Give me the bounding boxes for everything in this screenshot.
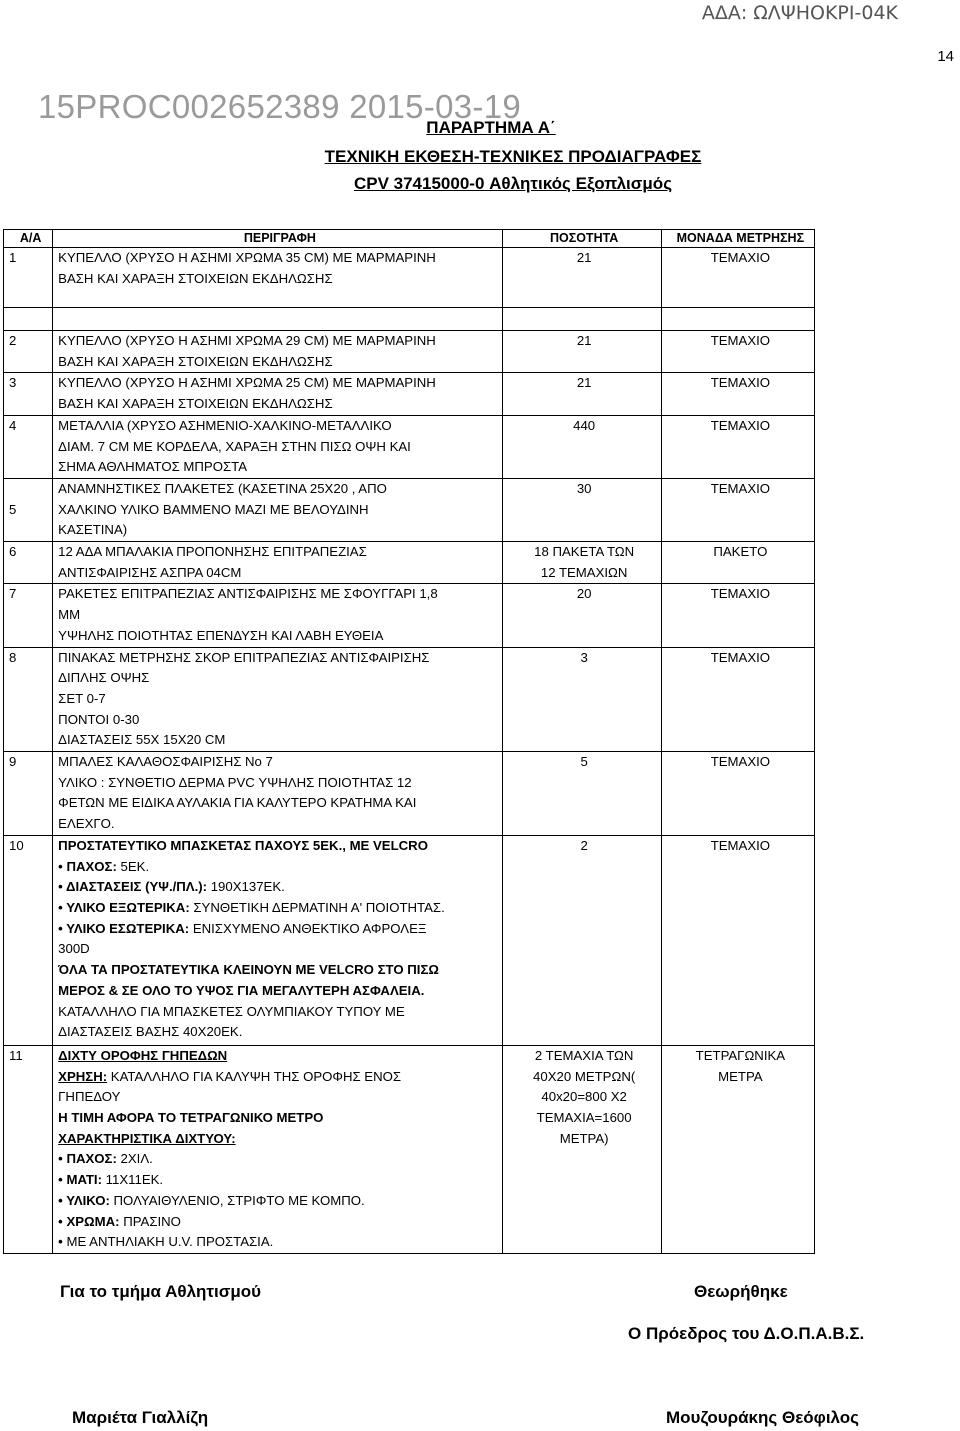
row-quantity — [502, 1045, 661, 1253]
unit-line: ΤΕΤΡΑΓΩΝΙΚΑ — [695, 1047, 786, 1063]
table-row — [4, 373, 815, 415]
row-number: 1 — [4, 248, 53, 308]
bullet-item — [58, 1232, 501, 1253]
description-line: ΠΟΝΤΟΙ 0-30 — [58, 711, 140, 727]
quantity-line: 21 — [576, 375, 592, 391]
description-line: ΔΙΑΣΤΑΣΕΙΣ ΒΑΣΗΣ 40Χ20ΕΚ. — [58, 1024, 243, 1040]
table-row — [4, 1045, 815, 1253]
document-subtitle: ΤΕΧΝΙΚΗ ΕΚΘΕΣΗ-ΤΕΧΝΙΚΕΣ ΠΡΟΔΙΑΓΡΑΦΕΣ — [324, 147, 702, 166]
bullet-item — [58, 877, 501, 898]
unit-line: ΤΕΜΑΧΙΟ — [710, 250, 771, 265]
row-quantity — [502, 752, 661, 836]
footer-seen: Θεωρήθηκε — [694, 1282, 788, 1301]
row-number: 7 — [4, 584, 53, 647]
proc-watermark: 15PROC002652389 2015-03-19 — [38, 88, 521, 125]
bullet-text: ΠΟΛΥΑΙΘΥΛΕΝΙΟ, ΣΤΡΙΦΤΟ ΜΕ ΚΟΜΠΟ. — [109, 1192, 365, 1208]
table-row — [4, 752, 815, 836]
description-line: ΚΥΠΕΛΛΟ (ΧΡΥΣΟ Η ΑΣΗΜΙ ΧΡΩΜΑ 29 CM) ΜΕ ΜΑΡΜΑΡΙΝΗ — [58, 333, 436, 348]
usage-line-2: ΓΗΠΕΔΟΥ — [58, 1089, 121, 1105]
footer-president-role: Ο Πρόεδρος του Δ.Ο.Π.Α.Β.Σ. — [628, 1324, 865, 1343]
row-quantity — [502, 835, 661, 1045]
quantity-line: 40x20=800 Χ2 — [541, 1089, 627, 1105]
quantity-line: 30 — [576, 480, 592, 496]
quantity-line: 40Χ20 ΜΕΤΡΩΝ( — [533, 1068, 636, 1084]
unit-line: ΤΕΜΑΧΙΟ — [710, 480, 771, 496]
table-row — [4, 647, 815, 752]
table-row — [4, 584, 815, 647]
row-description — [53, 478, 502, 541]
usage-text: ΚΑΤΑΛΛΗΛΟ ΓΙΑ ΚΑΛΥΨΗ ΤΗΣ ΟΡΟΦΗΣ ΕΝΟΣ — [107, 1068, 402, 1084]
row-quantity — [502, 478, 661, 541]
header-aa: Α/Α — [4, 230, 53, 248]
quantity-line: 21 — [576, 333, 592, 348]
page-number: 14 — [937, 48, 954, 65]
row-quantity — [502, 373, 661, 415]
bullet-text: ΜΕ ΑΝΤΗΛΙΑΚΗ U.V. ΠΡΟΣΤΑΣΙΑ. — [66, 1234, 274, 1250]
bullet-text: ΕΝΙΣΧΥΜΕΝΟ ΑΝΘΕΚΤΙΚΟ ΑΦΡΟΛΕΞ — [189, 920, 427, 936]
ada-code: ΑΔΑ: ΩΛΨΗΟΚΡΙ-04Κ — [701, 2, 898, 24]
unit-line: ΜΕΤΡΑ — [718, 1068, 763, 1084]
row-unit — [661, 415, 814, 478]
quantity-line: 18 ΠΑΚΕΤΑ ΤΩΝ — [534, 544, 635, 560]
quantity-line: 440 — [573, 417, 596, 433]
unit-line: ΤΕΜΑΧΙΟ — [710, 586, 771, 602]
items-table — [3, 229, 815, 1254]
row-number: 8 — [4, 647, 53, 752]
row-unit — [661, 647, 814, 752]
item-title: ΔΙΧΤΥ ΟΡΟΦΗΣ ΓΗΠΕΔΩΝ — [58, 1047, 228, 1063]
description-line: ΚΑΣΕΤΙΝΑ) — [58, 522, 128, 538]
row-unit — [661, 542, 814, 584]
cpv-title: CPV 37415000-0 Αθλητικός Εξοπλισμός — [353, 174, 673, 193]
row-quantity — [502, 415, 661, 478]
bullet-label: ΥΛΙΚΟ ΕΣΩΤΕΡΙΚΑ: — [66, 920, 190, 936]
description-line: ΣΗΜΑ ΑΘΛΗΜΑΤΟΣ ΜΠΡΟΣΤΑ — [58, 459, 247, 475]
bullet-label: ΥΛΙΚΟ: — [66, 1192, 110, 1208]
bullet-item — [58, 1191, 501, 1212]
unit-line: ΤΕΜΑΧΙΟ — [710, 333, 771, 348]
table-row — [4, 835, 815, 1045]
quantity-line: ΜΕΤΡΑ) — [559, 1130, 609, 1146]
row-unit — [661, 373, 814, 415]
bullet-text: 190Χ137ΕΚ. — [207, 879, 285, 895]
bullet-text: ΠΡΑΣΙΝΟ — [119, 1213, 181, 1229]
description-line: ΡΑΚΕΤΕΣ ΕΠΙΤΡΑΠΕΖΙΑΣ ΑΝΤΙΣΦΑΙΡΙΣΗΣ ΜΕ ΣΦΟΥΓΓΑΡΙ 1,8 — [58, 586, 438, 602]
description-line: ΣΕΤ 0-7 — [58, 690, 106, 706]
bullet-text: ΣΥΝΘΕΤΙΚΗ ΔΕΡΜΑΤΙΝΗ Α' ΠΟΙΟΤΗΤΑΣ. — [189, 899, 445, 915]
unit-line: ΤΕΜΑΧΙΟ — [710, 754, 771, 770]
row-quantity — [502, 584, 661, 647]
description-line: ΒΑΣΗ ΚΑΙ ΧΑΡΑΞΗ ΣΤΟΙΧΕΙΩΝ ΕΚΔΗΛΩΣΗΣ — [58, 396, 333, 412]
row-unit — [661, 835, 814, 1045]
bullet-label: ΧΡΩΜΑ: — [66, 1213, 120, 1229]
footer-right-name: Μουζουράκης Θεόφιλος — [666, 1408, 860, 1427]
row-spacer — [4, 308, 815, 331]
footer-left-name: Μαριέτα Γιαλλίζη — [72, 1408, 209, 1427]
row-description — [53, 1045, 502, 1253]
spacer-cell — [502, 308, 661, 331]
header-description: ΠΕΡΙΓΡΑΦΗ — [53, 230, 502, 248]
description-line: ΜΕΤΑΛΛΙΑ (ΧΡΥΣΟ ΑΣΗΜΕΝΙΟ-ΧΑΛΚΙΝΟ-ΜΕΤΑΛΛΙΚΟ — [58, 417, 392, 433]
row-unit — [661, 331, 814, 373]
item-title: ΠΡΟΣΤΑΤΕΥΤΙΚΟ ΜΠΑΣΚΕΤΑΣ ΠΑΧΟΥΣ 5ΕΚ., ΜΕ VELCRO — [58, 837, 428, 853]
bold-note-line: ΌΛΑ ΤΑ ΠΡΟΣΤΑΤΕΥΤΙΚΑ ΚΛΕΙΝΟΥΝ ΜΕ VELCRO ΣΤΟ ΠΙΣΩ — [58, 962, 439, 978]
row-description — [53, 647, 502, 752]
unit-line: ΠΑΚΕΤΟ — [713, 544, 768, 560]
annex-title: ΠΑΡΑΡΤΗΜΑ Α΄ — [426, 118, 556, 137]
description-line: ΥΨΗΛΗΣ ΠΟΙΟΤΗΤΑΣ ΕΠΕΝΔΥΣΗ ΚΑΙ ΛΑΒΗ ΕΥΘΕΙΑ — [58, 627, 384, 643]
description-line: 300D — [58, 941, 90, 957]
table-row — [4, 542, 815, 584]
quantity-line: 21 — [576, 250, 592, 265]
table-row — [4, 415, 815, 478]
bullet-item — [58, 898, 501, 919]
description-line: ΔΙΠΛΗΣ ΟΨΗΣ — [58, 670, 150, 686]
row-number: 11 — [4, 1045, 53, 1253]
header-unit: ΜΟΝΑΔΑ ΜΕΤΡΗΣΗΣ — [661, 230, 814, 248]
row-number: 10 — [4, 835, 53, 1045]
characteristics-label: ΧΑΡΑΚΤΗΡΙΣΤΙΚΑ ΔΙΧΤΥΟΥ: — [58, 1130, 236, 1146]
description-line: ΔΙΑΜ. 7 CM ΜΕ ΚΟΡΔΕΛΑ, ΧΑΡΑΞΗ ΣΤΗΝ ΠΙΣΩ ΟΨΗ ΚΑΙ — [58, 438, 411, 454]
row-description — [53, 331, 502, 373]
table-row — [4, 331, 815, 373]
row-unit — [661, 752, 814, 836]
description-line: ΕΛΕΧΓΟ. — [58, 816, 115, 832]
quantity-line: 2 ΤΕΜΑΧΙΑ ΤΩΝ — [534, 1047, 634, 1063]
description-line: ΚΥΠΕΛΛΟ (ΧΡΥΣΟ Η ΑΣΗΜΙ ΧΡΩΜΑ 35 CM) ΜΕ ΜΑΡΜΑΡΙΝΗ — [58, 250, 436, 265]
row-description — [53, 584, 502, 647]
row-number: 6 — [4, 542, 53, 584]
row-unit — [661, 584, 814, 647]
table-header-row — [4, 230, 815, 248]
description-line: ΠΙΝΑΚΑΣ ΜΕΤΡΗΣΗΣ ΣΚΟΡ ΕΠΙΤΡΑΠΕΖΙΑΣ ΑΝΤΙΣΦΑΙΡΙΣΗΣ — [58, 649, 430, 665]
row-number: 9 — [4, 752, 53, 836]
unit-line: ΤΕΜΑΧΙΟ — [710, 375, 771, 391]
footer-department: Για το τμήμα Αθλητισμού — [60, 1282, 262, 1301]
quantity-line: 12 ΤΕΜΑΧΙΩΝ — [540, 564, 628, 580]
description-line: ΜΜ — [58, 607, 81, 623]
bullet-text: 5ΕΚ. — [116, 858, 150, 874]
spacer-cell — [53, 308, 502, 331]
row-quantity — [502, 647, 661, 752]
description-line: 12 ΑΔΑ ΜΠΑΛΑΚΙΑ ΠΡΟΠΟΝΗΣΗΣ ΕΠΙΤΡΑΠΕΖΙΑΣ — [58, 544, 367, 560]
row-number: 2 — [4, 331, 53, 373]
description-line: ΚΥΠΕΛΛΟ (ΧΡΥΣΟ Η ΑΣΗΜΙ ΧΡΩΜΑ 25 CM) ΜΕ ΜΑΡΜΑΡΙΝΗ — [58, 375, 436, 391]
unit-line: ΤΕΜΑΧΙΟ — [710, 649, 771, 665]
row-description — [53, 752, 502, 836]
quantity-line: 5 — [580, 754, 588, 770]
bullet-text: 11Χ11ΕΚ. — [101, 1172, 164, 1188]
description-line: ΒΑΣΗ ΚΑΙ ΧΑΡΑΞΗ ΣΤΟΙΧΕΙΩΝ ΕΚΔΗΛΩΣΗΣ — [58, 270, 333, 286]
table-row — [4, 248, 815, 308]
description-line: ΑΝΤΙΣΦΑΙΡΙΣΗΣ ΑΣΠΡΑ 04CM — [58, 564, 242, 580]
row-unit — [661, 1045, 814, 1253]
description-line: ΑΝΑΜΝΗΣΤΙΚΕΣ ΠΛΑΚΕΤΕΣ (ΚΑΣΕΤΙΝΑ 25Χ20 , ΑΠΟ — [58, 480, 387, 496]
bullet-text: 2ΧΙΛ. — [116, 1151, 153, 1167]
description-line: ΧΑΛΚΙΝΟ ΥΛΙΚΟ ΒΑΜΜΕΝΟ ΜΑΖΙ ΜΕ ΒΕΛΟΥΔΙΝΗ — [58, 501, 369, 517]
bullet-item — [58, 919, 501, 940]
bullet-item — [58, 1170, 501, 1191]
quantity-line: 3 — [580, 649, 588, 665]
row-unit — [661, 478, 814, 541]
bold-note-line: ΜΕΡΟΣ & ΣΕ ΟΛΟ ΤΟ ΥΨΟΣ ΓΙΑ ΜΕΓΑΛΥΤΕΡΗ ΑΣΦΑΛΕΙΑ. — [58, 982, 425, 998]
description-line: ΜΠΑΛΕΣ ΚΑΛΑΘΟΣΦΑΙΡΙΣΗΣ No 7 — [58, 754, 273, 770]
spacer-cell — [661, 308, 814, 331]
bullet-label: ΠΑΧΟΣ: — [66, 858, 117, 874]
row-description — [53, 542, 502, 584]
row-number: 3 — [4, 373, 53, 415]
row-number: 4 — [4, 415, 53, 478]
row-quantity — [502, 248, 661, 308]
description-line: ΦΕΤΩΝ ΜΕ ΕΙΔΙΚΑ ΑΥΛΑΚΙΑ ΓΙΑ ΚΑΛΥΤΕΡΟ ΚΡΑΤΗΜΑ ΚΑΙ — [58, 795, 417, 811]
usage-label: ΧΡΗΣΗ: — [58, 1068, 108, 1084]
row-description — [53, 248, 502, 308]
quantity-line: 2 — [580, 837, 588, 853]
price-note: Η ΤΙΜΗ ΑΦΟΡΑ ΤΟ ΤΕΤΡΑΓΩΝΙΚΟ ΜΕΤΡΟ — [58, 1109, 324, 1125]
row-number: 5 — [4, 478, 53, 541]
description-line: ΔΙΑΣΤΑΣΕΙΣ 55Χ 15Χ20 CM — [58, 732, 226, 748]
row-unit — [661, 248, 814, 308]
usage-line — [58, 1067, 501, 1088]
header-quantity: ΠΟΣΟΤΗΤΑ — [502, 230, 661, 248]
description-line: ΒΑΣΗ ΚΑΙ ΧΑΡΑΞΗ ΣΤΟΙΧΕΙΩΝ ΕΚΔΗΛΩΣΗΣ — [58, 353, 333, 369]
row-description — [53, 835, 502, 1045]
table-row — [4, 478, 815, 541]
spacer-cell — [4, 308, 53, 331]
unit-line: ΤΕΜΑΧΙΟ — [710, 417, 771, 433]
bullet-item — [58, 857, 501, 878]
unit-line: ΤΕΜΑΧΙΟ — [710, 837, 771, 853]
bullet-item — [58, 1212, 501, 1233]
bullet-item — [58, 1149, 501, 1170]
description-line: ΚΑΤΑΛΛΗΛΟ ΓΙΑ ΜΠΑΣΚΕΤΕΣ ΟΛΥΜΠΙΑΚΟΥ ΤΥΠΟΥ ΜΕ — [58, 1003, 405, 1019]
row-description — [53, 373, 502, 415]
row-quantity — [502, 331, 661, 373]
row-description — [53, 415, 502, 478]
bullet-label: ΔΙΑΣΤΑΣΕΙΣ (ΥΨ./ΠΛ.): — [65, 879, 208, 895]
quantity-line: 20 — [576, 586, 592, 602]
row-quantity — [502, 542, 661, 584]
bullet-label: ΜΑΤΙ: — [66, 1172, 102, 1188]
bullet-label: ΥΛΙΚΟ ΕΞΩΤΕΡΙΚΑ: — [66, 899, 190, 915]
bullet-label: ΠΑΧΟΣ: — [66, 1151, 117, 1167]
quantity-line: ΤΕΜΑΧΙΑ=1600 — [536, 1109, 632, 1125]
description-line: ΥΛΙΚΟ : ΣΥΝΘΕΤΙΟ ΔΕΡΜΑ PVC ΥΨΗΛΗΣ ΠΟΙΟΤΗΤΑΣ 12 — [58, 774, 412, 790]
